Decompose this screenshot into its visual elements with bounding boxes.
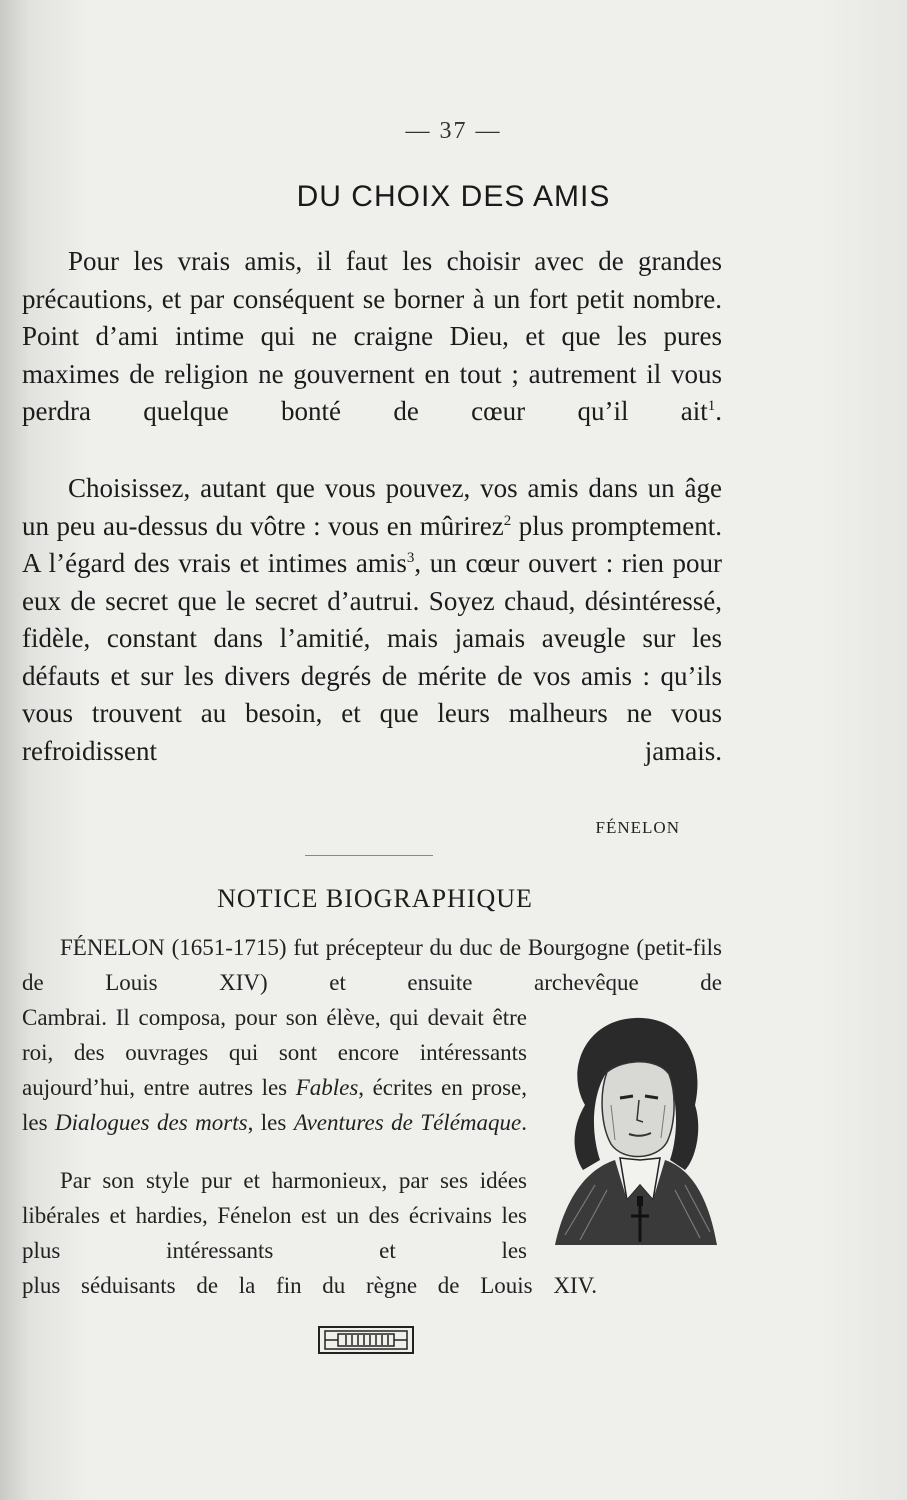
page-number: — 37 — <box>405 118 502 144</box>
paragraph-2 <box>22 470 722 770</box>
fenelon-portrait-engraving <box>545 1010 720 1255</box>
paragraph-1-end: . <box>715 396 722 426</box>
notice-paragraph-3: Par son style pur et harmonieux, par ses idées libérales et hardies, Fénelon est un des écrivains les plus intéressants et les <box>22 1168 527 1263</box>
notice-title-fables: Fables <box>295 1075 359 1100</box>
paragraph-1-text: Pour les vrais amis, il faut les choisir avec de grandes précautions, et par conséquent se borner à un fort petit nombre. Point d’ami intime qui ne craigne Dieu, et que les pures maximes de religion ne gouvernent en tout ; autrement il vous perdra quelque bonté de cœur qu’il ait <box>22 246 722 426</box>
notice-title: NOTICE BIOGRAPHIQUE <box>217 884 533 913</box>
notice-paragraph-4: plus séduisants de la fin du règne de Louis XIV. <box>22 1273 597 1298</box>
ornament-icon <box>318 1326 414 1354</box>
author-attribution: FÉNELON <box>595 818 680 837</box>
notice-p2-a: Cambrai. Il composa, pour son élève, qui devait être roi, des ouvrages qui sont encore intéressants aujourd’hui, entre autres les <box>22 1005 527 1100</box>
notice-title-telemaque: Aventures de Télémaque <box>293 1110 522 1135</box>
footnote-ref-3: 3 <box>406 550 415 566</box>
paragraph-2-text-c: , un cœur ouvert : rien pour eux de secret que le secret d’autrui. Soyez chaud, désintéressé, fidèle, constant dans l’amitié, mais jamais aveugle sur les défauts et sur les divers degrés de mérite de vos amis : qu’ils vous trouvent au besoin, et que leurs malheurs ne vous refroidissent jamais. <box>22 548 722 766</box>
paragraph-1 <box>22 243 722 431</box>
portrait-cross-ribbon <box>637 1196 643 1206</box>
paragraph-2-text-a: Choisissez, autant que vous pouvez, vos amis dans un âge un peu au-dessus du vôtre : vous en mûrirez <box>22 473 722 541</box>
notice-p2-c: , les <box>247 1110 294 1135</box>
paragraph-2-text-b: plus promptement. A l’égard des vrais et intimes amis <box>22 510 722 578</box>
footnote-ref-1: 1 <box>707 398 716 414</box>
section-divider <box>305 855 433 856</box>
chapter-title: DU CHOIX DES AMIS <box>296 180 611 213</box>
notice-p2-b: , écrites en prose, les <box>22 1075 527 1135</box>
notice-paragraph-1: FÉNELON (1651-1715) fut précepteur du duc de Bourgogne (petit-fils de Louis XIV) et ensuite archevêque de <box>22 935 722 995</box>
notice-p2-d: . <box>521 1110 527 1135</box>
notice-title-dialogues: Dialogues des morts <box>55 1110 248 1135</box>
footnote-ref-2: 2 <box>503 512 512 529</box>
notice-paragraph-2 <box>22 1000 527 1140</box>
